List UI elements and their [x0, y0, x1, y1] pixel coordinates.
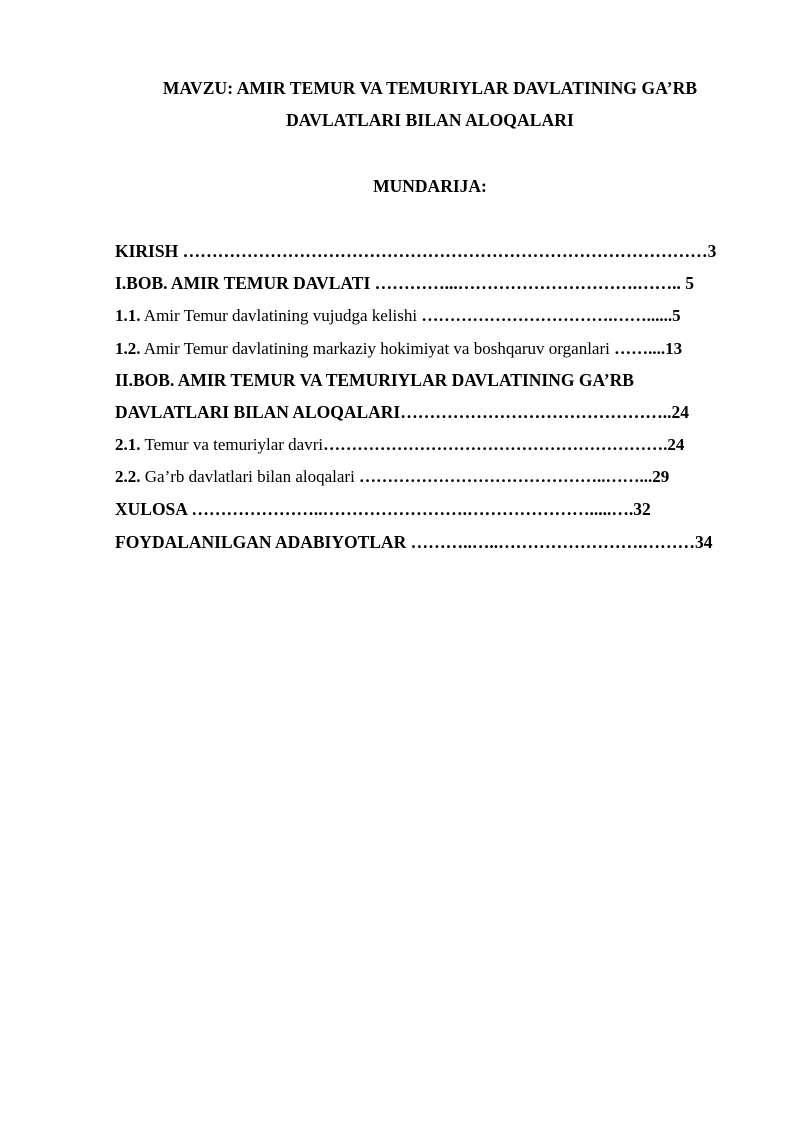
- toc-page-number: 34: [694, 532, 713, 552]
- toc-entry-text: Ga’rb davlatlari bilan aloqalari: [140, 467, 360, 486]
- toc-page-number: 3: [707, 241, 717, 261]
- toc-page-number: 24: [667, 435, 685, 454]
- toc-leader-dots: …………………………….……......: [421, 306, 673, 325]
- document-title-line-2: DAVLATLARI BILAN ALOQALARI: [286, 110, 574, 130]
- toc-entry-text: Amir Temur davlatining markaziy hokimiyat va boshqaruv organlari: [140, 339, 615, 358]
- toc-leader-dots: ……....: [614, 339, 666, 358]
- toc-entry-text: Temur va temuriylar davri: [140, 435, 324, 454]
- toc-page-number: 5: [672, 306, 681, 325]
- toc-entry-chapter-1: [115, 272, 742, 294]
- toc-entry-1-1: [115, 305, 742, 327]
- toc-page-number: 13: [665, 339, 683, 358]
- toc-entry-text: XULOSA: [115, 499, 192, 519]
- toc-section-number: 2.1.: [115, 435, 141, 454]
- toc-page-number: 24: [671, 402, 689, 422]
- toc-leader-dots: ……………………………………..……...: [359, 467, 653, 486]
- toc-entry-text: I.BOB. AMIR TEMUR DAVLATI: [115, 273, 375, 293]
- toc-entry-2-2: [115, 466, 742, 488]
- toc-entry-text: FOYDALANILGAN ADABIYOTLAR: [115, 532, 411, 552]
- toc-leader-dots: ………………………………………..: [400, 402, 672, 422]
- toc-leader-dots: …………...………………………….……..: [374, 273, 686, 293]
- toc-entry-chapter-2-line-1: [115, 369, 742, 391]
- toc-entry-xulosa: [115, 498, 742, 520]
- toc-entry-kirish: [115, 240, 742, 262]
- toc-page-number: 5: [685, 273, 695, 293]
- contents-heading: MUNDARIJA:: [373, 176, 487, 196]
- toc-entry-text: DAVLATLARI BILAN ALOQALARI: [115, 402, 401, 422]
- toc-section-number: 2.2.: [115, 467, 141, 486]
- toc-leader-dots: …………………………………………………….: [323, 435, 668, 454]
- toc-section-number: 1.2.: [115, 339, 141, 358]
- toc-page-number: 29: [652, 467, 670, 486]
- toc-leader-dots: …………………..…………………….………………….....….: [191, 499, 634, 519]
- toc-entry-text: KIRISH: [115, 241, 183, 261]
- toc-page-number: 32: [633, 499, 651, 519]
- toc-leader-dots: ………………………………………………………………………………: [182, 241, 708, 261]
- toc-entry-chapter-2-line-2: [115, 401, 742, 423]
- toc-entry-bibliography: [115, 531, 742, 553]
- toc-section-number: 1.1.: [115, 306, 141, 325]
- toc-leader-dots: ………..…..…………………….………: [410, 532, 695, 552]
- document-title-line-1: MAVZU: AMIR TEMUR VA TEMURIYLAR DAVLATINING GA’RB: [162, 78, 698, 98]
- toc-entry-1-2: [115, 338, 742, 360]
- toc-entry-text: II.BOB. AMIR TEMUR VA TEMURIYLAR DAVLATINING GA’RB: [115, 370, 634, 390]
- toc-entry-2-1: [115, 434, 742, 456]
- toc-entry-text: Amir Temur davlatining vujudga kelishi: [140, 306, 422, 325]
